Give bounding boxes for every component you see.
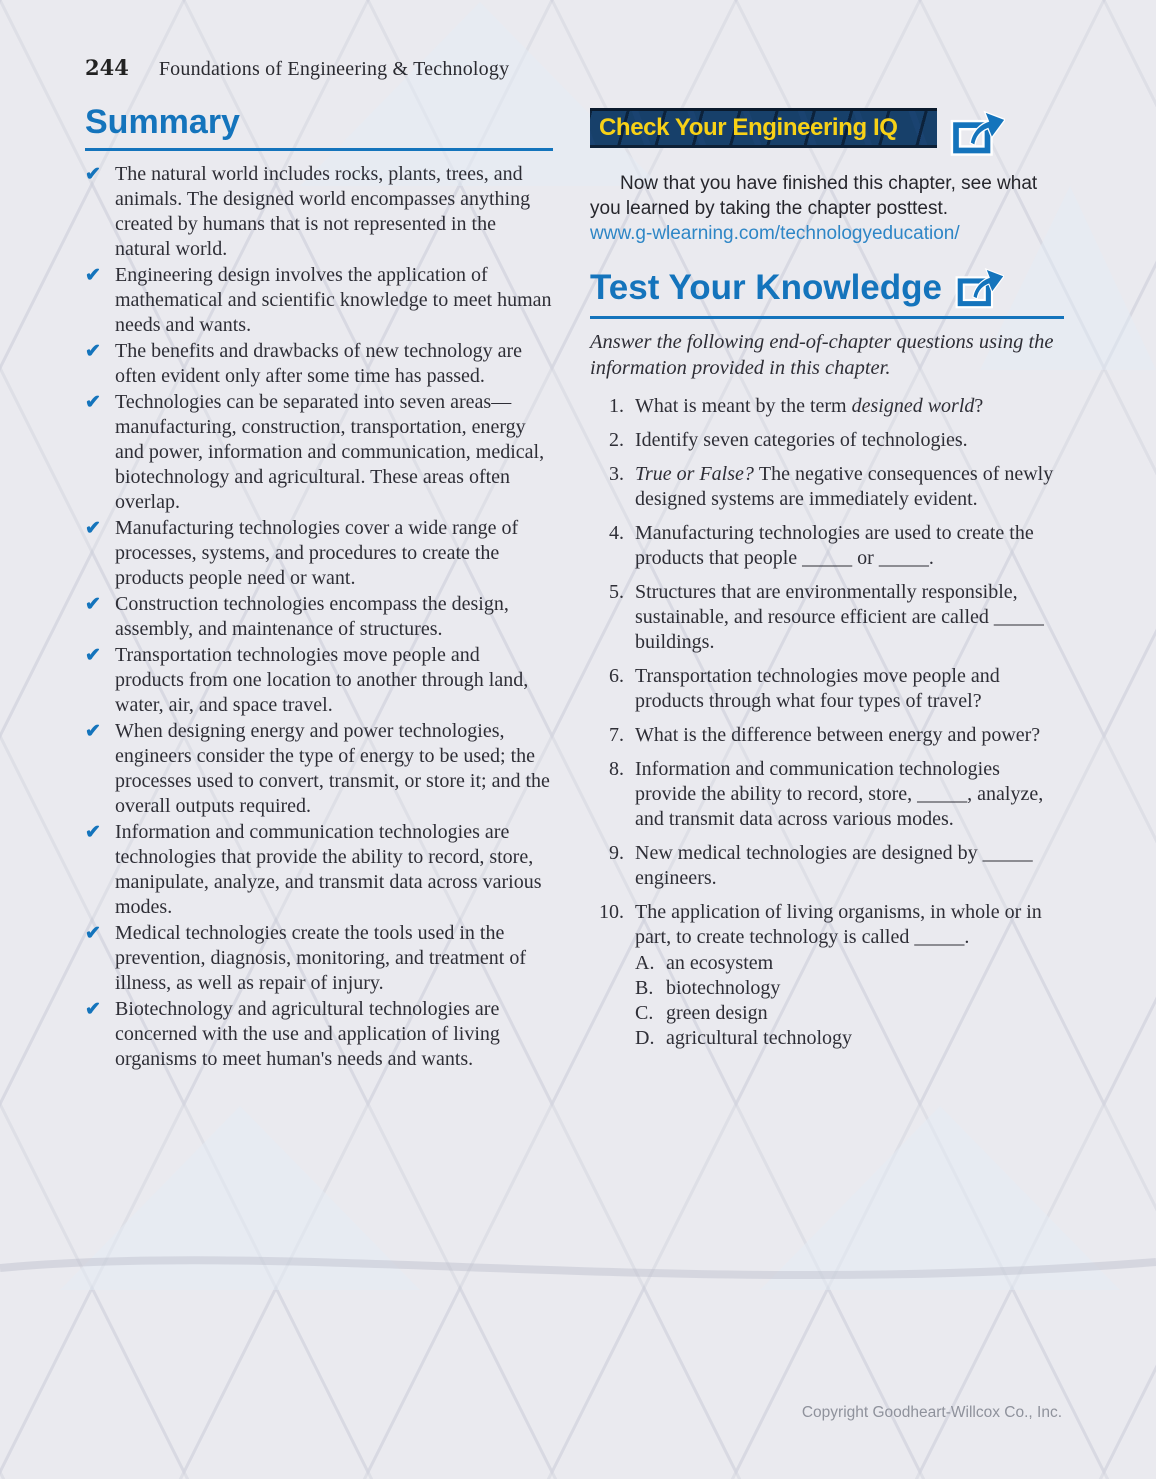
summary-item: [85, 339, 553, 389]
answer-options: [635, 951, 1064, 1051]
summary-item-text: Manufacturing technologies cover a wide range of processes, systems, and procedures to create the products people need or want.: [115, 517, 519, 590]
summary-item: [85, 162, 553, 262]
question-text: The application of living organisms, in whole or in part, to create technology is called _____. A. an ecosystem B. biotechnology C. green design D. agricultural technology: [635, 900, 1064, 1051]
check-icon: ✔: [85, 518, 101, 540]
summary-item-text: Construction technologies encompass the design, assembly, and maintenance of structures.: [115, 593, 509, 641]
question-text: What is meant by the term designed world?: [635, 395, 984, 417]
check-icon: ✔: [85, 265, 101, 287]
answer-option: [635, 951, 1064, 976]
question-text: Information and communication technologies provide the ability to record, store, _____, analyze, and transmit data across various modes.: [635, 758, 1044, 830]
check-icon: ✔: [85, 594, 101, 616]
check-icon: ✔: [85, 645, 101, 667]
option-text: an ecosystem: [666, 952, 774, 974]
summary-item: [85, 263, 553, 338]
question-number: 3.: [609, 463, 624, 485]
option-label: D.: [635, 1027, 655, 1049]
option-text: green design: [666, 1002, 768, 1024]
answer-option: [635, 976, 1064, 1001]
question-item: [590, 580, 1064, 655]
summary-item: [85, 592, 553, 642]
question-number: 6.: [609, 665, 624, 687]
copyright-notice: Copyright Goodheart-Willcox Co., Inc.: [801, 1404, 1062, 1421]
question-text: What is the difference between energy and power?: [635, 724, 1041, 746]
page-header: [85, 55, 509, 81]
question-number: 10.: [599, 901, 624, 923]
check-icon: ✔: [85, 721, 101, 743]
question-number: 8.: [609, 758, 624, 780]
question-number: 9.: [609, 842, 624, 864]
check-iq-banner-row: [590, 108, 1064, 158]
question-item: [590, 428, 1064, 453]
question-number: 2.: [609, 429, 624, 451]
question-text: Transportation technologies move people and products through what four types of travel?: [635, 665, 1000, 712]
question-item: [590, 723, 1064, 748]
summary-item: [85, 719, 553, 819]
question-item: [590, 394, 1064, 419]
question-item: [590, 757, 1064, 832]
question-item: [590, 521, 1064, 571]
summary-item: [85, 921, 553, 996]
question-number: 5.: [609, 581, 624, 603]
question-text: Structures that are environmentally responsible, sustainable, and resource efficient are called _____ buildings.: [635, 581, 1044, 653]
summary-item-text: Transportation technologies move people and products from one location to another through land, water, air, and space travel.: [115, 644, 529, 717]
external-link-icon[interactable]: [949, 108, 1005, 158]
test-your-knowledge-heading: [590, 266, 1064, 319]
summary-item: [85, 997, 553, 1072]
summary-item-text: When designing energy and power technologies, engineers consider the type of energy to be used; the processes used to convert, transmit, or store it; and the overall outputs required.: [115, 720, 550, 818]
external-link-icon[interactable]: [954, 266, 1004, 310]
page-number: 244: [85, 55, 129, 80]
summary-item-text: Technologies can be separated into seven areas—manufacturing, construction, transportation, energy and power, information and communication, medical, biotechnology and agricultural. These areas often overlap.: [115, 391, 545, 514]
check-icon: ✔: [85, 923, 101, 945]
summary-item-text: Biotechnology and agricultural technologies are concerned with the use and application of living organisms to meet human's needs and wants.: [115, 998, 500, 1071]
summary-item: [85, 820, 553, 920]
posttest-link[interactable]: www.g-wlearning.com/technologyeducation/: [590, 223, 960, 244]
question-number: 1.: [609, 395, 624, 417]
right-column: [590, 108, 1064, 1060]
test-your-knowledge-intro: Answer the following end-of-chapter questions using the information provided in this chapter.: [590, 331, 1054, 379]
question-item: [590, 900, 1064, 1051]
summary-list: [85, 162, 553, 1072]
answer-option: [635, 1001, 1064, 1026]
question-number: 4.: [609, 522, 624, 544]
check-icon: ✔: [85, 164, 101, 186]
summary-item-text: Medical technologies create the tools used in the prevention, diagnosis, monitoring, and treatment of illness, as well as repair of injury.: [115, 922, 527, 995]
question-text: True or False? The negative consequences of newly designed systems are immediately evident.: [635, 463, 1054, 510]
check-icon: ✔: [85, 341, 101, 363]
answer-option: [635, 1026, 1064, 1051]
summary-item-text: Information and communication technologies are technologies that provide the ability to record, store, manipulate, analyze, and transmit data across various modes.: [115, 821, 542, 919]
check-icon: ✔: [85, 999, 101, 1021]
check-icon: ✔: [85, 392, 101, 414]
summary-item-text: The natural world includes rocks, plants, trees, and animals. The designed world encompasses anything created by humans that is not represented in the natural world.: [115, 163, 531, 261]
question-number: 7.: [609, 724, 624, 746]
question-item: [590, 664, 1064, 714]
question-text: New medical technologies are designed by _____ engineers.: [635, 842, 1033, 889]
summary-item: [85, 516, 553, 591]
summary-item-text: Engineering design involves the application of mathematical and scientific knowledge to meet human needs and wants.: [115, 264, 552, 337]
question-text: Identify seven categories of technologies.: [635, 429, 968, 451]
summary-item-text: The benefits and drawbacks of new technology are often evident only after some time has passed.: [115, 340, 523, 388]
option-text: biotechnology: [666, 977, 781, 999]
question-item: [590, 462, 1064, 512]
option-text: agricultural technology: [666, 1027, 853, 1049]
posttest-text: Now that you have finished this chapter, see what you learned by taking the chapter posttest.: [590, 173, 1038, 219]
test-your-knowledge-title: Test Your Knowledge: [590, 267, 942, 307]
question-text: Manufacturing technologies are used to create the products that people _____ or _____.: [635, 522, 1034, 569]
check-iq-banner: [590, 108, 937, 148]
check-icon: ✔: [85, 822, 101, 844]
book-title: Foundations of Engineering & Technology: [158, 58, 510, 80]
option-label: B.: [635, 977, 654, 999]
option-label: A.: [635, 952, 655, 974]
question-item: [590, 841, 1064, 891]
summary-section: [85, 104, 553, 1073]
summary-item: [85, 643, 553, 718]
summary-heading: Summary: [85, 104, 553, 151]
summary-item: [85, 390, 553, 515]
check-iq-banner-label: Check Your Engineering IQ: [599, 114, 898, 141]
option-label: C.: [635, 1002, 654, 1024]
questions-list: [590, 394, 1064, 1051]
posttest-note: [590, 171, 1064, 247]
